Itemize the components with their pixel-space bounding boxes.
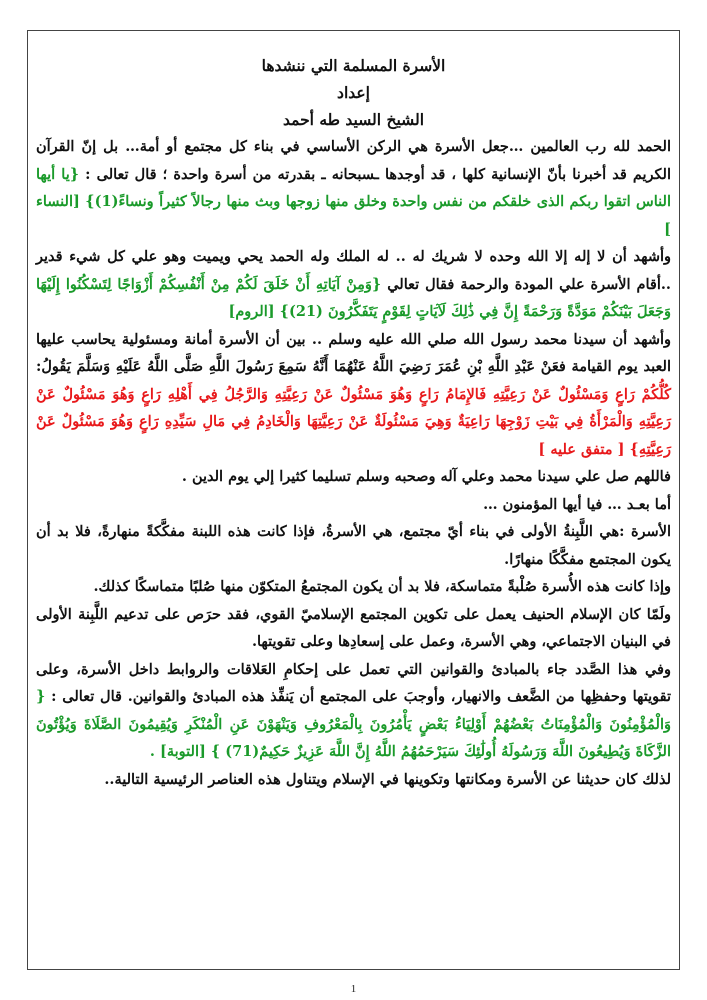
intro-paragraph [36,133,671,243]
intro-text: الحمد لله رب العالمين …جعل الأسرة هي الركن الأساسي في بناء كل مجتمع أو أمة… بل إنّ القرآن الكريم قد أخبرنا بأنّ الإنسانية كلها ، قد أوجدها ـسبحانه ـ بقدرته من أسرة واحدة ؛ قال تعالى : [36,138,671,183]
principles-text: وفي هذا الصَّدد جاء بالمبادئ والقوانين التي تعمل على إحكامِ العَلاقات والروابط داخل الأسرة، وعلى تقويتها وحفظِها من الضَّعف والانهيار، وأوجبَ على المجتمع أن يَنفِّذ هذه المبادئ والقوانين. قال تعالى : [36,660,671,705]
solid-family-paragraph: وإذا كانت هذه الأُسرة صُلْبةً متماسكة، فلا بد أن يكون المجتمعُ المتكوّن منها صُلبًا متماسكًا كذلك. [93,578,671,595]
family-definition-paragraph: الأسرة :هي اللَّبِنةُ الأولى في بناء أيّ مجتمع، هي الأسرةُ، فإذا كانت هذه اللبنة مفكَّكةً منهارةً، فلا بد أن يكون المجتمع مفكَّكًا منهارًا. [36,523,671,568]
quran-verse-nisa: {يا أيها الناس اتقوا ربكم الذى خلقكم من نفس واحدة وخلق منها زوجها وبث منها رجالاً كثيراً ونساءً(1)} [النساء ] [36,165,671,238]
hadith-text: كُلُّكُمْ رَاعٍ وَمَسْئُولٌ عَنْ رَعِيَّتِهِ فَالإِمَامُ رَاعٍ وَهُوَ مَسْئُولٌ عَنْ رَعِيَّتِهِ وَالرَّجُلُ فِي أَهْلِهِ رَاعٍ وَهُوَ مَسْئُولٌ عَنْ رَعِيَّتِهِ وَالْمَرْأَةُ فِي بَيْتِ زَوْجِهَا رَاعِيَةٌ وَهِيَ مَسْئُولَةٌ عَنْ رَعِيَّتِهَا وَالْخَادِمُ فِي مَالِ سَيِّدِهِ رَاعٍ وَهُوَ مَسْئُولٌ عَنْ رَعِيَّتِهِ} [ متفق عليه ] [36,385,671,458]
islam-strengthening-paragraph: ولَمّا كان الإسلام الحنيف يعمل على تكوين المجتمع الإسلاميّ القوي، فقد حرَص على تدعيم اللَّبِنة الأولى في البنيان الاجتماعي، وهي الأسرة، وعمل على إسعادِها وعلى تقويتها. [36,605,671,650]
author-name: الشيخ السيد طه أحمد [282,110,425,129]
conclusion-paragraph: لذلك كان حديثنا عن الأسرة ومكانتها وتكوينها في الإسلام ويتناول هذه العناصر الرئيسية التالية.. [104,770,671,788]
page-number: 1 [350,983,357,995]
salutation-paragraph: فاللهم صل علي سيدنا محمد وعلي آله وصحبه وسلم تسليما كثيرا إلي يوم الدين . [181,468,671,485]
document-title: الأسرة المسلمة التي ننشدها [261,56,446,75]
testimony-paragraph [36,243,671,326]
prophet-text: وأشهد أن سيدنا محمد رسول الله صلي الله عليه وسلم .. بين أن الأسرة أمانة ومسئولية يحاسب عليها العبد يوم القيامة فعَنْ عَبْدِ اللَّهِ بْنِ عُمَرَ رَضِيَ اللَّهُ عَنْهُمَا أَنَّهُ سَمِعَ رَسُولَ اللَّهِ صَلَّى اللَّهُ عَلَيْهِ وَسَلَّمَ يَقُولُ: [36,330,671,375]
prepared-by-label: إعداد [337,83,370,102]
address-paragraph: أما بعـد … فيا أيها المؤمنون … [483,495,671,513]
prophet-paragraph [36,326,671,464]
principles-paragraph [36,656,671,766]
quran-verse-rum: {وَمِنْ آيَاتِهِ أَنْ خَلَقَ لَكُمْ مِنْ أَنْفُسِكُمْ أَزْوَاجًا لِتَسْكُنُوا إِلَيْهَا وَجَعَلَ بَيْنَكُمْ مَوَدَّةً وَرَحْمَةً إِنَّ فِي ذَٰلِكَ لَآيَاتٍ لِقَوْمٍ يَتَفَكَّرُونَ (21)} [الروم] [36,275,671,320]
document-body [36,52,671,793]
quran-verse-tawbah: { وَالْمُؤْمِنُونَ وَالْمُؤْمِنَاتُ بَعْضُهُمْ أَوْلِيَاءُ بَعْضٍ يَأْمُرُونَ بِالْمَعْرُوفِ وَيَنْهَوْنَ عَنِ الْمُنْكَرِ وَيُقِيمُونَ الصَّلَاةَ وَيُؤْتُونَ الزَّكَاةَ وَيُطِيعُونَ اللَّهَ وَرَسُولَهُ أُولَٰئِكَ سَيَرْحَمُهُمُ اللَّهُ إِنَّ اللَّهَ عَزِيزٌ حَكِيمٌ(71) } [التوبة] . [36,688,671,760]
testimony-text: وأشهد أن لا إله إلا الله وحده لا شريك له .. له الملك وله الحمد يحي ويميت وهو علي كل شيء قدير ..أقام الأسرة علي المودة والرحمة فقال تعالي [36,248,671,293]
